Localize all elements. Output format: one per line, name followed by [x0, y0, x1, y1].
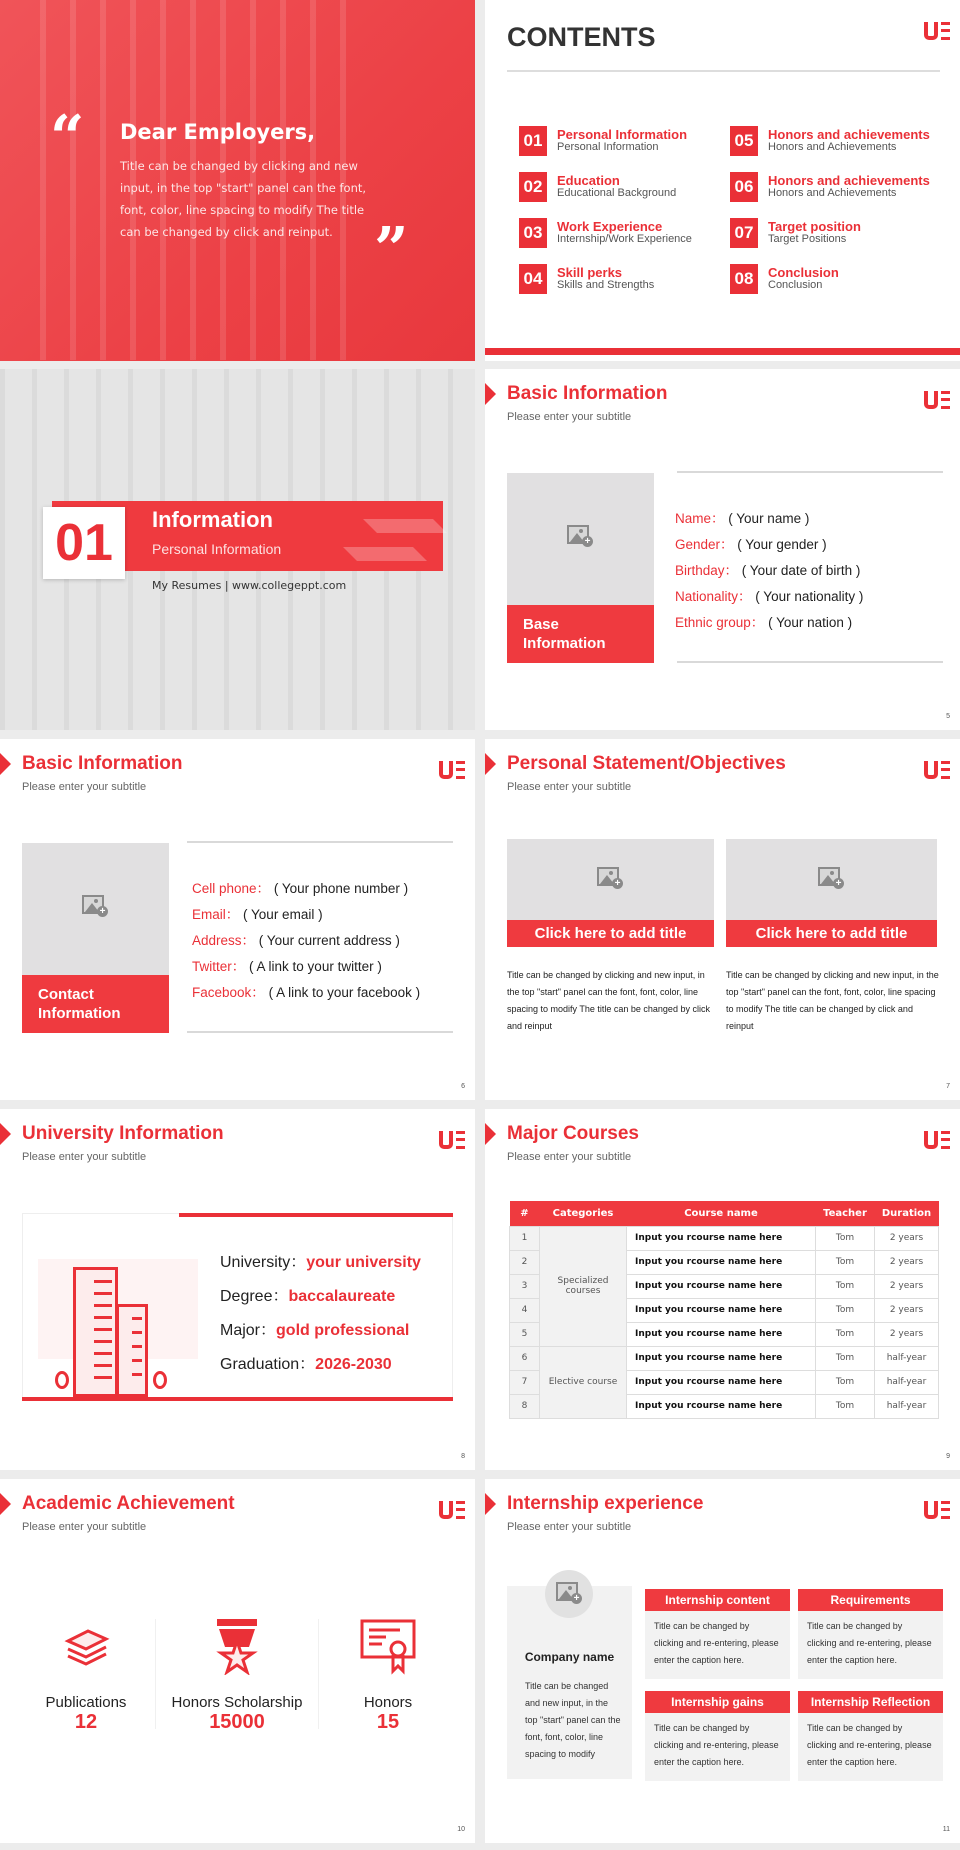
photo-label: Contact Information [22, 975, 169, 1033]
ue-logo [924, 1501, 950, 1519]
slide-title: Basic Information [507, 383, 668, 404]
internship-gains-box: Internship gains Title can be changed by clicking and re-entering, please enter the caption here. [645, 1691, 790, 1781]
requirements-box: Requirements Title can be changed by clicking and re-entering, please enter the caption here. [798, 1589, 943, 1679]
photo-placeholder[interactable] [22, 843, 169, 1033]
medal-icon [209, 1619, 265, 1675]
toc-item-07[interactable]: 07 Target position Target Positions [730, 218, 950, 250]
slide-subtitle: Please enter your subtitle [507, 1151, 632, 1163]
ue-logo [924, 22, 950, 40]
accent-bar [485, 348, 960, 355]
slide-intro[interactable] [0, 0, 475, 361]
divider [187, 841, 453, 843]
section-subtitle: Personal Information [152, 541, 282, 557]
certificate-icon [360, 1619, 416, 1675]
toc-item-01[interactable]: 01 Personal Information Personal Information [519, 126, 739, 158]
field-email: Email： ( Your email ) [192, 907, 323, 922]
slide-personal-statement[interactable] [485, 739, 960, 1100]
slide-contact-information[interactable] [0, 739, 475, 1100]
slide-subtitle: Please enter your subtitle [507, 781, 632, 793]
toc-item-02[interactable]: 02 Education Educational Background [519, 172, 739, 204]
slide-title: Basic Information [22, 753, 183, 774]
add-image-icon[interactable]: + [597, 867, 623, 889]
field-name: Name： ( Your name ) [675, 511, 810, 526]
accent-line [179, 1213, 453, 1217]
section-number: 01 [43, 507, 125, 579]
toc-item-03[interactable]: 03 Work Experience Internship/Work Experience [519, 218, 739, 250]
toc-item-06[interactable]: 06 Honors and achievements Honors and Achievements [730, 172, 950, 204]
section-footer: My Resumes | www.collegeppt.com [152, 579, 347, 592]
contents-title: CONTENTS [507, 22, 656, 52]
statement-text-1: Title can be changed by clicking and new input, in the top "start" panel can the font, font, color, line spacing to modify The title can be changed by click and reinput [507, 970, 710, 1031]
field-cell-phone: Cell phone： ( Your phone number ) [192, 881, 409, 896]
page-number: 10 [457, 1826, 465, 1833]
toc-item-04[interactable]: 04 Skill perks Skills and Strengths [519, 264, 739, 296]
slide-title: Internship experience [507, 1493, 704, 1514]
ue-logo [439, 1131, 465, 1149]
divider [677, 661, 943, 663]
slide-subtitle: Please enter your subtitle [507, 411, 632, 423]
table-row: 3 Input you rcourse name here Tom 2 years [510, 1274, 939, 1298]
university-row: University：your university [220, 1254, 421, 1271]
photo-placeholder[interactable] [507, 473, 654, 663]
slide-section-01[interactable] [0, 369, 475, 730]
internship-reflection-box: Internship Reflection Title can be changed by clicking and re-entering, please enter the caption here. [798, 1691, 943, 1781]
table-row: 7 Input you rcourse name here Tom half-year [510, 1370, 939, 1394]
field-address: Address： ( Your current address ) [192, 933, 400, 948]
divider [187, 1031, 453, 1033]
title-arrow-icon [485, 1493, 496, 1515]
field-facebook: Facebook： ( A link to your facebook ) [192, 985, 421, 1000]
add-title-button[interactable]: Click here to add title [726, 920, 937, 947]
achievement-honors: Honors 15 [318, 1619, 458, 1734]
company-logo-placeholder[interactable] [545, 1570, 593, 1618]
slide-subtitle: Please enter your subtitle [22, 1151, 147, 1163]
statement-text-2: Title can be changed by clicking and new input, in the top "start" panel can the font, font, color, line spacing to modify The title can be changed by click and reinput [726, 970, 939, 1031]
slide-basic-information[interactable] [485, 369, 960, 730]
section-title: Information [152, 507, 273, 532]
intro-body: Title can be changed by clicking and new input, in the top "start" panel can the font, font, color, line spacing to modify The title can be changed by click and reinput. [120, 159, 367, 239]
ue-logo [439, 761, 465, 779]
add-image-icon[interactable]: + [567, 525, 593, 547]
decor-stripe [363, 519, 447, 533]
slide-subtitle: Please enter your subtitle [507, 1521, 632, 1533]
ue-logo [924, 1131, 950, 1149]
table-row: 5 Input you rcourse name here Tom 2 years [510, 1322, 939, 1346]
divider [155, 1619, 156, 1729]
company-text: Title can be changed and new input, in the top "start" panel can the font, font, color, line spacing to modify [525, 1681, 621, 1759]
company-name: Company name [524, 1650, 615, 1664]
table-header: # Categories Course name Teacher Duration [510, 1201, 939, 1226]
slide-title: Major Courses [507, 1123, 639, 1144]
close-quote-icon: ” [374, 215, 409, 285]
open-quote-icon: “ [50, 103, 85, 173]
achievement-scholarship: Honors Scholarship 15000 [167, 1619, 307, 1734]
title-arrow-icon [485, 753, 496, 775]
page-number: 11 [942, 1826, 950, 1833]
degree-row: Degree：baccalaureate [220, 1288, 396, 1305]
toc-item-08[interactable]: 08 Conclusion Conclusion [730, 264, 950, 296]
add-image-icon[interactable]: + [82, 895, 108, 917]
field-twitter: Twitter： ( A link to your twitter ) [192, 959, 382, 974]
add-image-icon[interactable]: + [818, 867, 844, 889]
page-number: 9 [946, 1453, 950, 1460]
add-image-icon[interactable]: + [556, 1582, 582, 1604]
courses-table [509, 1201, 939, 1419]
title-arrow-icon [485, 383, 496, 405]
statement-card-2[interactable] [726, 839, 937, 947]
page-number: 7 [946, 1083, 950, 1090]
toc-item-05[interactable]: 05 Honors and achievements Honors and Achievements [730, 126, 950, 158]
table-row: 6 Elective course Input you rcourse name here Tom half-year [510, 1346, 939, 1370]
field-birthday: Birthday： ( Your date of birth ) [675, 563, 861, 578]
page-number: 8 [461, 1453, 465, 1460]
internship-content-box: Internship content Title can be changed by clicking and re-entering, please enter the caption here. [645, 1589, 790, 1679]
photo-label: Base Information [507, 605, 654, 663]
slide-subtitle: Please enter your subtitle [22, 781, 147, 793]
slide-internship-experience[interactable] [485, 1479, 960, 1843]
books-icon [58, 1619, 114, 1675]
slide-title: Personal Statement/Objectives [507, 753, 786, 774]
page-number: 6 [461, 1083, 465, 1090]
table-row: 4 Input you rcourse name here Tom 2 years [510, 1298, 939, 1322]
intro-heading: Dear Employers, [120, 120, 316, 144]
field-nationality: Nationality： ( Your nationality ) [675, 589, 864, 604]
achievement-publications: Publications 12 [16, 1619, 156, 1734]
title-arrow-icon [0, 1123, 11, 1145]
slide-academic-achievement[interactable] [0, 1479, 475, 1843]
page-number: 5 [946, 713, 950, 720]
table-row: 8 Input you rcourse name here Tom half-year [510, 1394, 939, 1418]
slide-title: Academic Achievement [22, 1493, 235, 1514]
slide-major-courses[interactable] [485, 1109, 960, 1470]
company-card [507, 1586, 632, 1779]
divider [507, 70, 940, 72]
statement-card-1[interactable] [507, 839, 714, 947]
slide-title: University Information [22, 1123, 224, 1144]
title-arrow-icon [0, 753, 11, 775]
slide-subtitle: Please enter your subtitle [22, 1521, 147, 1533]
ue-logo [924, 391, 950, 409]
field-gender: Gender： ( Your gender ) [675, 537, 827, 552]
table-row: 1 Specialized courses Input you rcourse name here Tom 2 years [510, 1226, 939, 1250]
field-ethnic-group: Ethnic group： ( Your nation ) [675, 615, 853, 630]
title-arrow-icon [0, 1493, 11, 1515]
decor-stripe [343, 547, 427, 561]
graduation-row: Graduation：2026-2030 [220, 1356, 392, 1373]
slide-university-information[interactable] [0, 1109, 475, 1470]
slide-contents[interactable] [485, 0, 960, 361]
major-row: Major：gold professional [220, 1322, 410, 1339]
ue-logo [924, 761, 950, 779]
ue-logo [439, 1501, 465, 1519]
title-arrow-icon [485, 1123, 496, 1145]
add-title-button[interactable]: Click here to add title [507, 920, 714, 947]
divider [677, 471, 943, 473]
table-row: 2 Input you rcourse name here Tom 2 years [510, 1250, 939, 1274]
accent-line [22, 1397, 453, 1401]
